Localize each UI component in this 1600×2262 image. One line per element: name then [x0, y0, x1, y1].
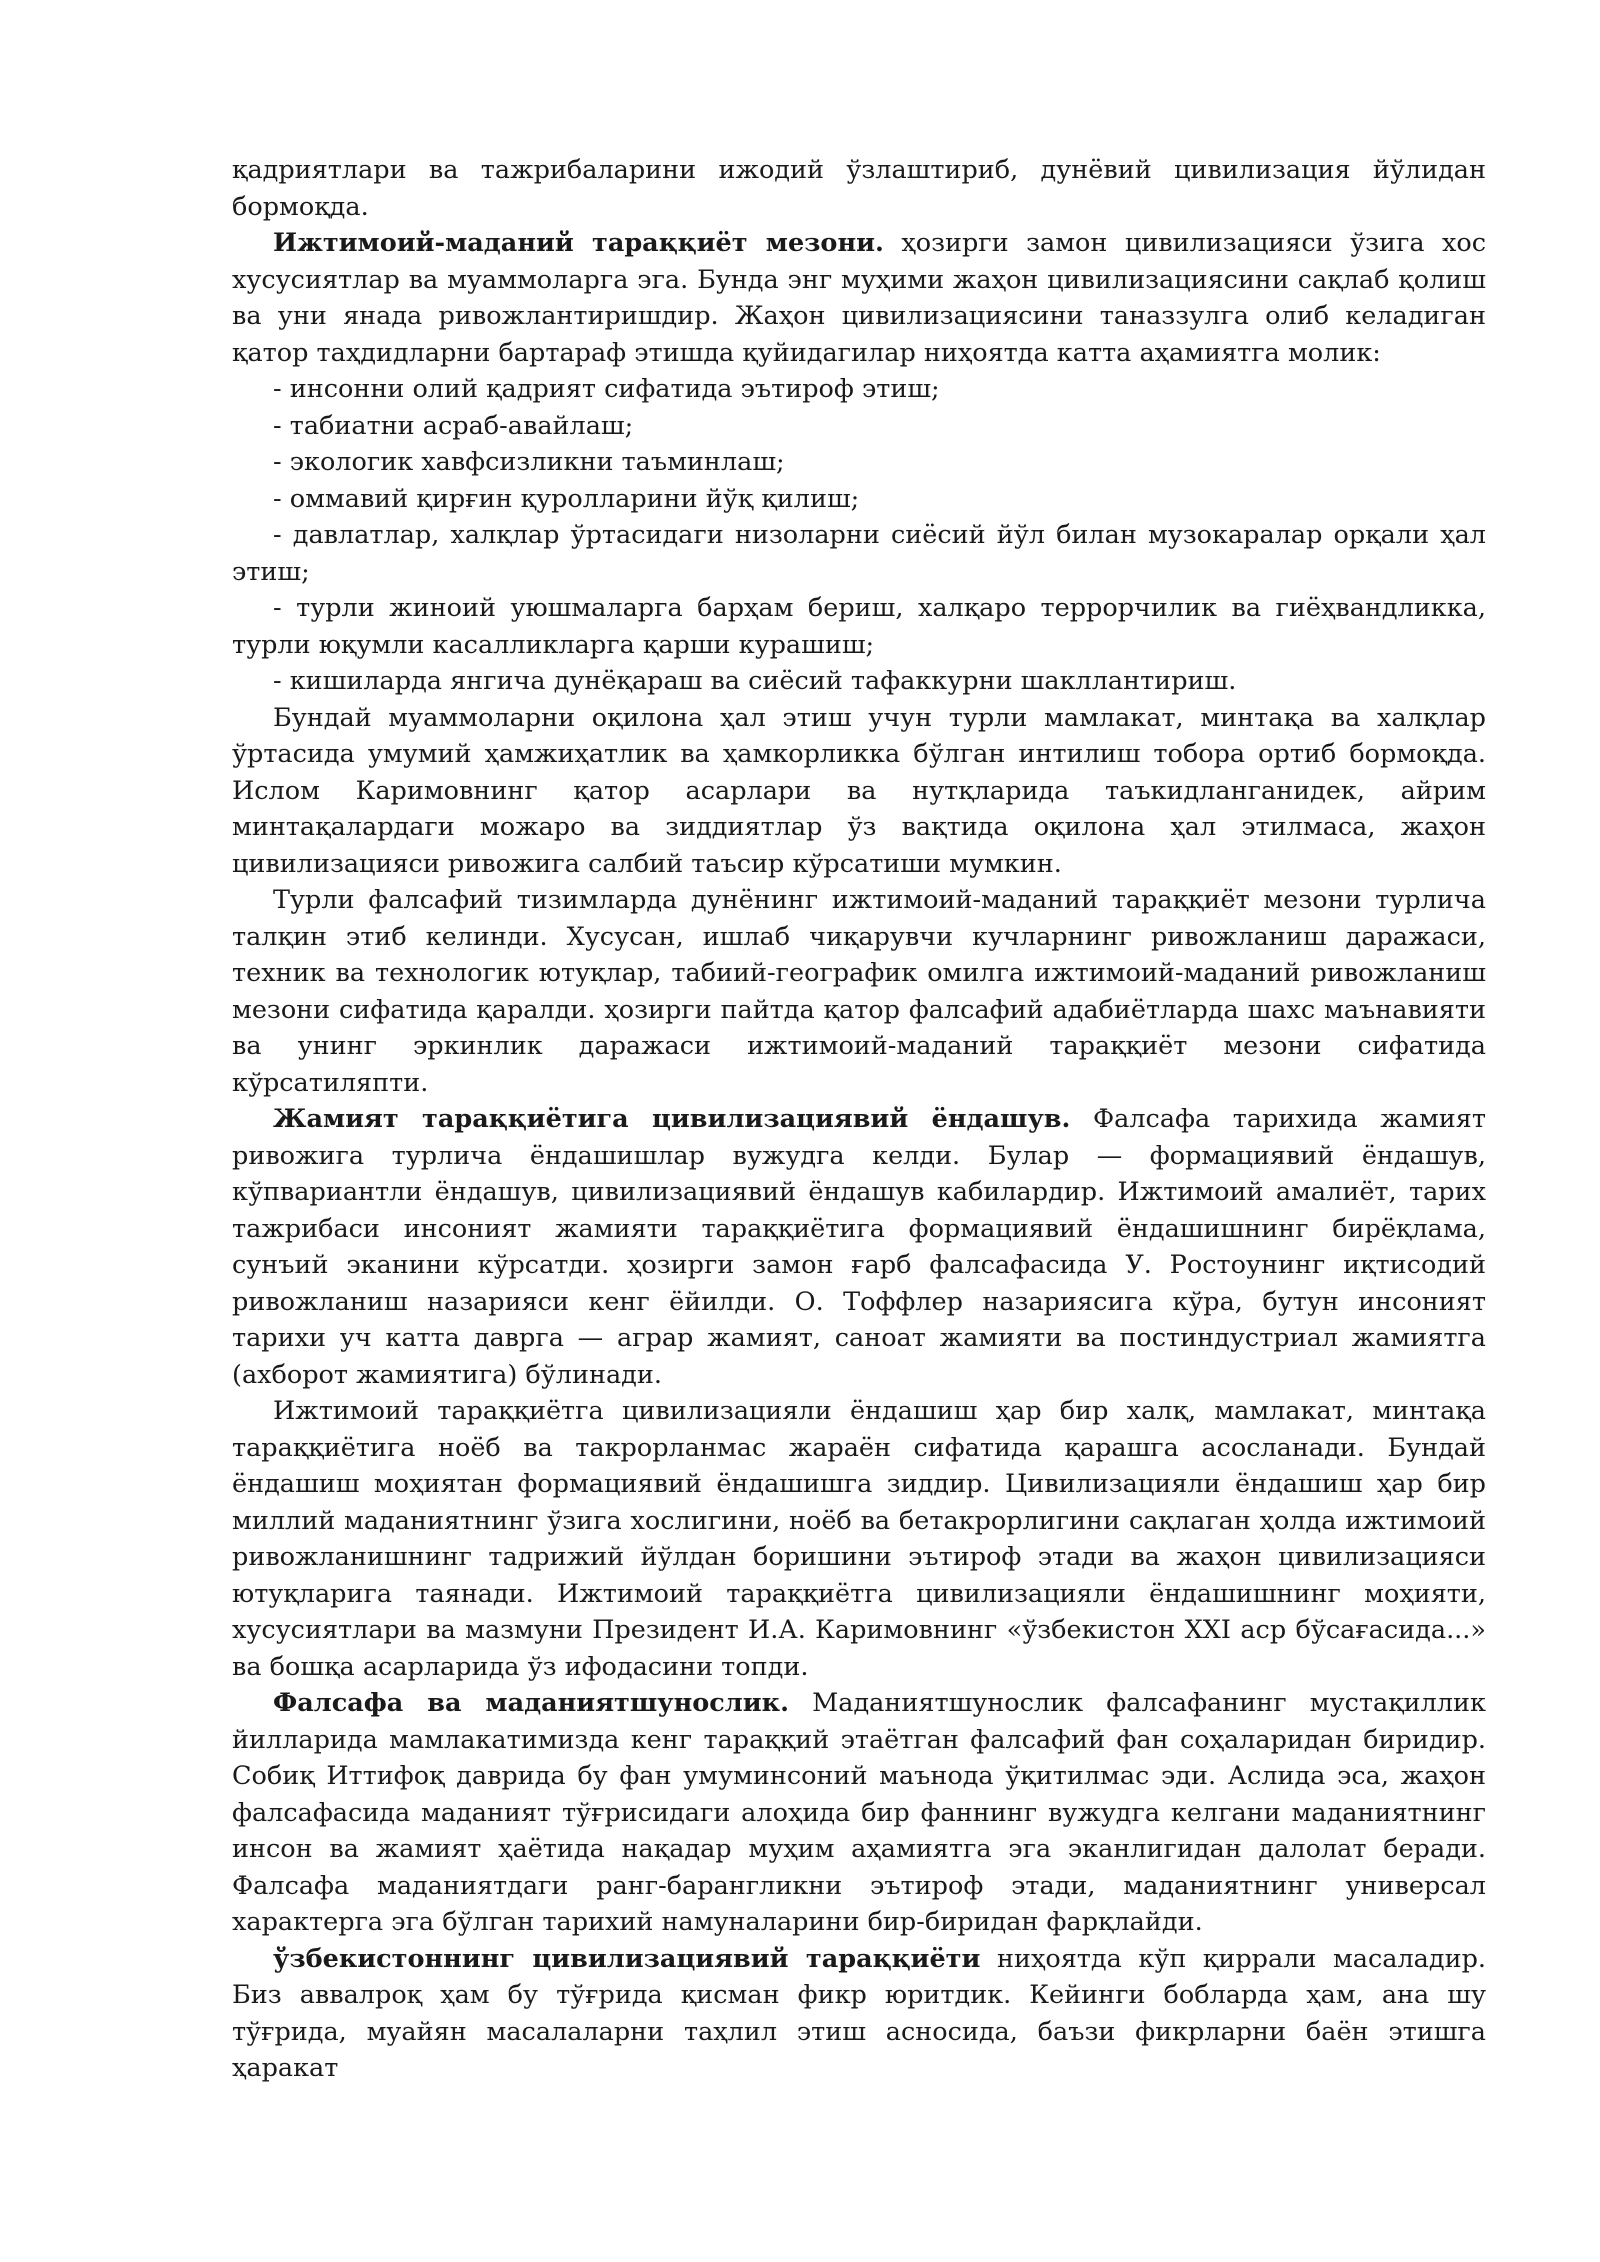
- paragraph-uzbekistan-progress: ўзбекистоннинг цивилизациявий тараққиёти ниҳоятда кўп қиррали масаладир. Биз аввалроқ ҳам бу тўғрида қисман фикр юритдик. Кейинги бобларда ҳам, ана шу тўғрида, муайян масалаларни таҳлил этиш асносида, баъзи фикрларни баён этишга ҳаракат: [232, 1943, 1486, 2083]
- list-item: - табиатни асраб-авайлаш;: [273, 410, 634, 441]
- paragraph-heading: Жамият тараққиётига цивилизациявий ёндашув.: [273, 1104, 1071, 1134]
- list-item: - инсонни олий қадрият сифатида эътироф этиш;: [273, 374, 940, 404]
- list-item: - кишиларда янгича дунёқараш ва сиёсий тафаккурни шакллантириш.: [273, 666, 1237, 696]
- list-item: - турли жиноий уюшмаларга барҳам бериш, халқаро террорчилик ва гиёҳвандликка, турли юқумли касалликларга қарши курашиш;: [232, 593, 1486, 660]
- list-item: - экологик хавфсизликни таъминлаш;: [273, 447, 785, 477]
- paragraph-social-progress: Ижтимоий тараққиётга цивилизацияли ёндашиш ҳар бир халқ, мамлакат, минтақа тараққиётига ноёб ва такрорланмас жараён сифатида қарашга асосланади. Бундай ёндашиш моҳиятан формациявий ёндашишга зиддир. Цивилизацияли ёндашиш ҳар бир миллий маданиятнинг ўзига хослигини, ноёб ва бетакрорлигини сақлаган ҳолда ижтимоий ривожланишнинг тадрижий йўлдан боришини эътироф этади ва жаҳон цивилизацияси ютуқларига таянади. Ижтимоий тараққиётга цивилизацияли ёндашишнинг моҳияти, хусусиятлари ва мазмуни Президент И.А. Каримовнинг «ўзбекистон XXI аср бўсағасида...» ва бошқа асарларида ўз ифодасини топди.: [232, 1396, 1486, 1682]
- paragraph-social-cultural-criterion: Ижтимоий-маданий тараққиёт мезони. ҳозирги замон цивилизацияси ўзига хос хусусиятлар ва муаммоларга эга. Бунда энг муҳими жаҳон цивилизациясини сақлаб қолиш ва уни янада ривожлантиришдир. Жаҳон цивилизациясини таназзулга олиб келадиган қатор таҳдидларни бартараф этишда қуйидагилар ниҳоятда катта аҳамиятга молик:: [232, 228, 1486, 368]
- list-item: - оммавий қирғин қуролларини йўқ қилиш;: [273, 483, 860, 514]
- paragraph-continuation: қадриятлари ва тажрибаларини ижодий ўзлаштириб, дунёвий цивилизация йўлидан бормоқда.: [232, 155, 1486, 222]
- paragraph-civilizational-approach: Жамият тараққиётига цивилизациявий ёндашув. Фалсафа тарихида жамият ривожига турлича ёндашишлар вужудга келди. Булар — формациявий ёндашув, кўпвариантли ёндашув, цивилизациявий ёндашув кабилардир. Ижтимоий амалиёт, тарих тажрибаси инсоният жамияти тараққиётига формациявий ёндашишнинг бирёқлама, сунъий эканини кўрсатди. ҳозирги замон ғарб фалсафасида У. Ростоунинг иқтисодий ривожланиш назарияси кенг ёйилди. О. Тоффлер назариясига кўра, бутун инсоният тарихи уч катта даврга — аграр жамият, саноат жамияти ва постиндустриал жамиятга (ахборот жамиятига) бўлинади.: [232, 1104, 1486, 1390]
- list-item: - давлатлар, халқлар ўртасидаги низоларни сиёсий йўл билан музокаралар орқали ҳал этиш;: [232, 520, 1486, 587]
- paragraph-philosophical-systems: Турли фалсафий тизимларда дунёнинг ижтимоий-маданий тараққиёт мезони турлича талқин этиб келинди. Хусусан, ишлаб чиқарувчи кучларнинг ривожланиш даражаси, техник ва технологик ютуқлар, табиий-географик омилга ижтимоий-маданий ривожланиш мезони сифатида қаралди. ҳозирги пайтда қатор фалсафий адабиётларда шахс маънавияти ва унинг эркинлик даражаси ижтимоий-маданий тараққиёт мезони сифатида кўрсатиляпти.: [232, 885, 1486, 1098]
- paragraph-heading: ўзбекистоннинг цивилизациявий тараққиёти: [273, 1943, 981, 1974]
- paragraph-heading: Ижтимоий-маданий тараққиёт мезони.: [273, 228, 884, 258]
- paragraph-philosophy-culturology: Фалсафа ва маданиятшунослик. Маданиятшунослик фалсафанинг мустақиллик йилларида мамлакатимизда кенг тараққий этаётган фалсафий фан соҳаларидан биридир. Собиқ Иттифоқ даврида бу фан умуминсоний маънода ўқитилмас эди. Аслида эса, жаҳон фалсафасида маданият тўғрисидаги алоҳида бир фаннинг вужудга келгани маданиятнинг инсон ва жамият ҳаётида нақадар муҳим аҳамиятга эга эканлигидан далолат беради. Фалсафа маданиятдаги ранг-барангликни эътироф этади, маданиятнинг универсал характерга эга бўлган тарихий намуналарини бир-биридан фарқлайди.: [232, 1688, 1486, 1937]
- document-page: [232, 152, 1486, 2087]
- paragraph-problems: Бундай муаммоларни оқилона ҳал этиш учун турли мамлакат, минтақа ва халқлар ўртасида умумий ҳамжиҳатлик ва ҳамкорликка бўлган интилиш тобора ортиб бормоқда. Ислом Каримовнинг қатор асарлари ва нутқларида таъкидланганидек, айрим минтақалардаги можаро ва зиддиятлар ўз вақтида оқилона ҳал этилмаса, жаҳон цивилизацияси ривожига салбий таъсир кўрсатиши мумкин.: [232, 702, 1486, 879]
- paragraph-heading: Фалсафа ва маданиятшунослик.: [273, 1688, 789, 1718]
